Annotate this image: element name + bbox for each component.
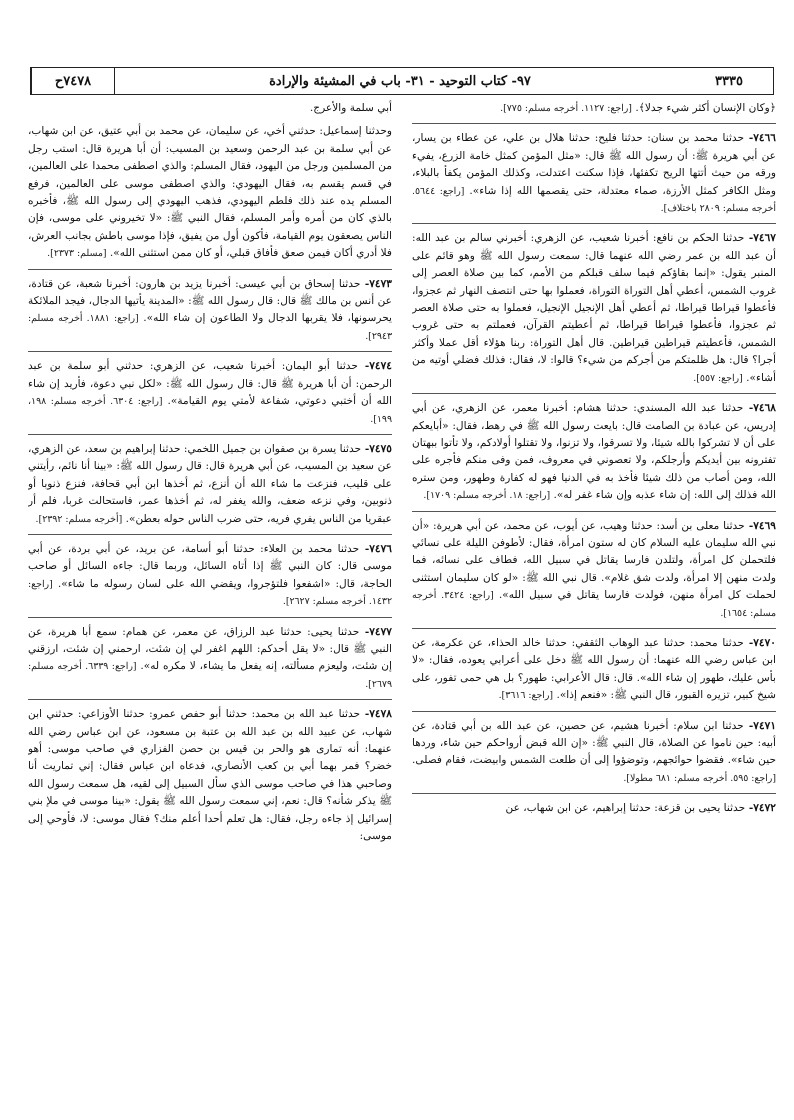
hadith-reference: [أخرجه مسلم: ٢٣٩٢]. (35, 513, 123, 525)
hadith-text: حدثنا الحكم بن نافع: أخبرنا شعيب، عن الزهري: أخبرني سالم بن عبد الله: أن عبد الله بن عمر رضي الله عنهما قال: سمعت رسول الله ﷺ وهو قائم على المنبر يقول: «إنما بقاؤكم فيما سلف قبلكم من الأمم، كما بين صلاة العصر إلى غروب الشمس، أعطي أهل التوراة التوراة، فعملوا بها حتى انتصف النهار ثم عجزوا، فأعطوا قيراطا قيراطا، ثم أعطي أهل الإنجيل الإنجيل، فعملوا به حتى صلاة العصر ثم عجزوا، فأعطوا قيراطا قيراطا، ثم أعطيتم القرآن، فعملتم به حتى غروب الشمس، فأعطيتم قيراطين قيراطين. قال أهل التوراة: ربنا هؤلاء أقل عملا وأكثر أجرا؟ قال: هل ظلمتكم من أجركم من شيء؟ قالوا: لا، فقال: فذلك فضلي أوتيه من أشاء». (412, 232, 776, 384)
hadith-entry (28, 100, 392, 117)
hadith-entry (28, 617, 392, 694)
hadith-text: حدثنا ابن سلام: أخبرنا هشيم، عن حصين، عن عبد الله بن أبي قتادة، عن أبيه: حين ناموا عن الصلاة، قال النبي ﷺ: «إن الله قبض أرواحكم حين شاء، وردها حين شاء». فقضوا حوائجهم، وتوضؤوا إلى أن طلعت الشمس وابيضت، فقام فصلى. (412, 719, 776, 767)
hadith-number: ٧٤٧٥- (361, 442, 392, 455)
hadith-number: ٧٤٦٦- (744, 132, 776, 145)
hadith-entry (412, 100, 776, 117)
hadith-text: حدثنا عبد الله المسندي: حدثنا هشام: أخبرنا معمر، عن الزهري، عن أبي إدريس، عن عبادة بن الصامت قال: بايعت رسول الله ﷺ في رهط، فقال: «أبايعكم على أن لا تشركوا بالله شيئا، ولا تسرقوا، ولا تزنوا، ولا تقتلوا أولادكم، ولا تأتوا ببهتان تفترونه بين أيديكم وأرجلكم، ولا تعصوني في معروف، فمن وفى منكم فأجره على الله، ومن أصاب من ذلك شيئا فأخذ به في الدنيا فهو له كفارة وطهور، ومن ستره الله فذلك إلى الله: إن شاء عذبه وإن شاء غفر له». (412, 402, 776, 502)
hadith-text: أبي سلمة والأعرج. (309, 102, 392, 114)
hadith-reference: [راجع: ١٨. أخرجه مسلم: ١٧٠٩]. (423, 490, 551, 502)
hadith-entry (28, 699, 392, 845)
hadith-number: ٧٤٧٤- (357, 360, 392, 373)
hadith-entry (28, 351, 392, 428)
hadith-entry (412, 793, 776, 817)
hadith-reference: [راجع: ٣٤٢٤. أخرجه مسلم: ١٦٥٤]. (412, 590, 776, 619)
page-number: ٣٣٣٥ (715, 73, 743, 89)
hadith-reference: [راجع: ٥٩٥. أخرجه مسلم: ٦٨١ مطولا]. (623, 772, 776, 784)
right-column (412, 100, 776, 1110)
hadith-number: ٧٤٧٨- (360, 708, 392, 721)
hadith-entry (412, 711, 776, 788)
hadith-number: ٧٤٧٣- (360, 277, 392, 290)
hadith-reference: [راجع: ١١٢٧. أخرجه مسلم: ٧٧٥]. (500, 103, 632, 114)
hadith-reference: [راجع: ٣٦١٦]. (498, 690, 554, 702)
hadith-number: ٧٤٧٧- (359, 625, 392, 638)
hadith-entry (412, 223, 776, 387)
hadith-text: ﴿وكان الإنسان أكثر شيء جدلا﴾. (631, 102, 776, 114)
hadith-number: ٧٤٦٧- (744, 232, 776, 245)
hadith-text: حدثنا إسحاق بن أبي عيسى: أخبرنا يزيد بن هارون: أخبرنا شعبة، عن قتادة، عن أنس بن مالك ﷺ قال: قال رسول الله ﷺ: «المدينة يأتيها الدجال، فيجد الملائكة يحرسونها، فلا يقربها الدجال ولا الطاعون إن شاء الله». (28, 277, 392, 325)
hadith-text: حدثنا محمد: حدثنا عبد الوهاب الثقفي: حدثنا خالد الحذاء، عن عكرمة، عن ابن عباس رضي الله عنهما: أن رسول الله ﷺ دخل على أعرابي يعوده، فقال: «لا بأس عليك، طهور إن شاء الله». قال: قال الأعرابي: طهور؟ بل هي حمى تفور، على شيخ كبير، تزيره القبور، قال النبي ﷺ: «فنعم إذا». (412, 636, 776, 702)
hadith-reference: [راجع: ٦٣٣٩. أخرجه مسلم: ٢٦٧٩]. (28, 661, 392, 690)
hadith-reference: [راجع: ١٨٨١. أخرجه مسلم: ٢٩٤٣]. (28, 313, 392, 342)
hadith-entry (28, 534, 392, 611)
hadith-number: ٧٤٧٦- (359, 542, 392, 555)
hadith-number: ٧٤٧١- (743, 719, 776, 732)
hadith-text: حدثنا معلى بن أسد: حدثنا وهيب، عن أيوب، عن محمد، عن أبي هريرة: «أن نبي الله سليمان عليه السلام كان له ستون امرأة، فقال: لأطوفن الليلة على نسائي فلتحملن كل امرأة، ولتلدن فارسا يقاتل في سبيل الله، فطاف على نسائه، فما ولدت منهن إلا امرأة، ولدت شق غلام». قال نبي الله ﷺ: «لو كان سليمان استثنى لحملت كل امرأة منهن، فولدت فارسا يقاتل في سبيل الله». (412, 519, 776, 602)
hadith-entry (412, 511, 776, 622)
hadith-number: ٧٤٦٩- (744, 519, 776, 532)
hadith-number: ٧٤٧٢- (745, 802, 776, 815)
hadith-text: حدثنا أبو اليمان: أخبرنا شعيب، عن الزهري: حدثني أبو سلمة بن عبد الرحمن: أن أبا هريرة ﷺ قال: قال رسول الله ﷺ: «لكل نبي دعوة، فأريد إن شاء الله أن أختبي دعوتي، شفاعة لأمتي يوم القيامة». (28, 360, 392, 408)
hadith-text: حدثنا يحيى بن قزعة: حدثنا إبراهيم، عن ابن شهاب، عن (505, 802, 746, 815)
hadith-reference: [راجع: ١٤٣٢. أخرجه مسلم: ٢٦٢٧]. (28, 578, 392, 608)
running-title: ٩٧- كتاب التوحيد - ٣١- باب في المشيئة والإرادة (114, 68, 685, 94)
hadith-entry (28, 434, 392, 528)
page-header (30, 67, 774, 95)
hadith-entry (412, 123, 776, 217)
hadith-number: ٧٤٧٠- (743, 636, 776, 649)
hadith-entry (412, 628, 776, 705)
hadith-entry (28, 269, 392, 346)
left-column (28, 100, 392, 1110)
hadith-entry (28, 123, 392, 262)
hadith-reference: [مسلم: ٢٣٧٣]. (47, 248, 107, 260)
hadith-text: حدثنا يسرة بن صفوان بن جميل اللخمي: حدثنا إبراهيم بن سعد، عن الزهري، عن سعيد بن المسيب، عن أبي هريرة قال: قال رسول الله ﷺ: «بينا أنا نائم، رأيتني على قليب، فنزعت ما شاء الله أن أنزع، ثم أخذها ابن أبي قحافة، فنزع ذنوبا أو ذنوبين، وفي نزعه ضعف، والله يغفر له، ثم أخذها عمر، فاستحالت غربا، فلم أر عبقريا من الناس يفري فريه، حتى ضرب الناس حوله بعطن». (28, 442, 392, 525)
hadith-text: وحدثنا إسماعيل: حدثني أخي، عن سليمان، عن محمد بن أبي عتيق، عن ابن شهاب، عن أبي سلمة بن عبد الرحمن وسعيد بن المسيب: أن أبا هريرة قال: استب رجل من المسلمين ورجل من اليهود، فقال المسلم: والذي اصطفى محمدا على العالمين، في قسم يقسم به، فقال اليهودي: والذي اصطفى موسى على العالمين، فرفع المسلم يده عند ذلك فلطم اليهودي، فذهب اليهودي إلى رسول الله ﷺ، فأخبره بالذي كان من أمره وأمر المسلم، فقال النبي ﷺ: «لا تخيروني على موسى، فإن الناس يصعقون يوم القيامة، فأكون أول من يفيق، فإذا موسى باطش بجانب العرش، فلا أدري أكان فيمن صعق فأفاق قبلي، أو كان ممن استثنى الله». (28, 125, 392, 260)
hadith-range: ٧٤٧٨ح (31, 68, 114, 94)
hadith-reference: [راجع: ٥٥٧]. (693, 372, 743, 384)
hadith-text: حدثنا يحيى: حدثنا عبد الرزاق، عن معمر، عن همام: سمع أبا هريرة، عن النبي ﷺ قال: «لا يقل أحدكم: اللهم اغفر لي إن شئت، ارحمني إن شئت، ارزقني إن شئت، وليعزم مسألته، إنه يفعل ما يشاء، لا مكره له». (28, 625, 392, 673)
hadith-number: ٧٤٦٨- (743, 402, 776, 415)
hadith-entry (412, 393, 776, 504)
hadith-reference: [راجع: ٥٦٤٤. أخرجه مسلم: ٢٨٠٩ باختلاف]. (412, 185, 776, 215)
hadith-text: حدثنا محمد بن العلاء: حدثنا أبو أسامة، عن بريد، عن أبي بردة، عن أبي موسى قال: كان النبي ﷺ إذا أتاه السائل، وربما قال: جاءه السائل أو صاحب الحاجة، قال: «اشفعوا فلتؤجروا، ويقضي الله على لسان رسوله ما شاء». (28, 542, 392, 590)
hadith-reference: [راجع: ٦٣٠٤. أخرجه مسلم: ١٩٨، ١٩٩]. (28, 396, 392, 425)
hadith-text: حدثنا محمد بن سنان: حدثنا فليح: حدثنا هلال بن علي، عن عطاء بن يسار، عن أبي هريرة ﷺ: أن رسول الله ﷺ قال: «مثل المؤمن كمثل خامة الزرع، يفيء ورقه من حيث أتتها الريح تكفئها، فإذا سكنت اعتدلت، وكذلك المؤمن يكفأ بالبلاء، ومثل الكافر كمثل الأرزة، صماء معتدلة، حتى يقصمها الله إذا شاء». (412, 132, 776, 197)
hadith-text: حدثنا عبد الله بن محمد: حدثنا أبو حفص عمرو: حدثنا الأوزاعي: حدثني ابن شهاب، عن عبيد الله بن عبد الله بن عتبة بن مسعود، عن ابن عباس رضي الله عنهما: أنه تمارى هو والحر بن قيس بن حصن الفزاري في صاحب موسى: أهو خضر؟ فمر بهما أبي بن كعب الأنصاري، فدعاه ابن عباس فقال: إني تماريت أنا وصاحبي هذا في صاحب موسى الذي سأل السبيل إلى لقيه، هل سمعت رسول الله ﷺ يذكر شأنه؟ قال: نعم، إني سمعت رسول الله ﷺ يقول: «بينا موسى في ملإ بني إسرائيل إذ جاءه رجل، فقال: هل تعلم أحدا أعلم منك؟ فقال موسى: لا، فأوحي إلى موسى: (28, 708, 392, 843)
